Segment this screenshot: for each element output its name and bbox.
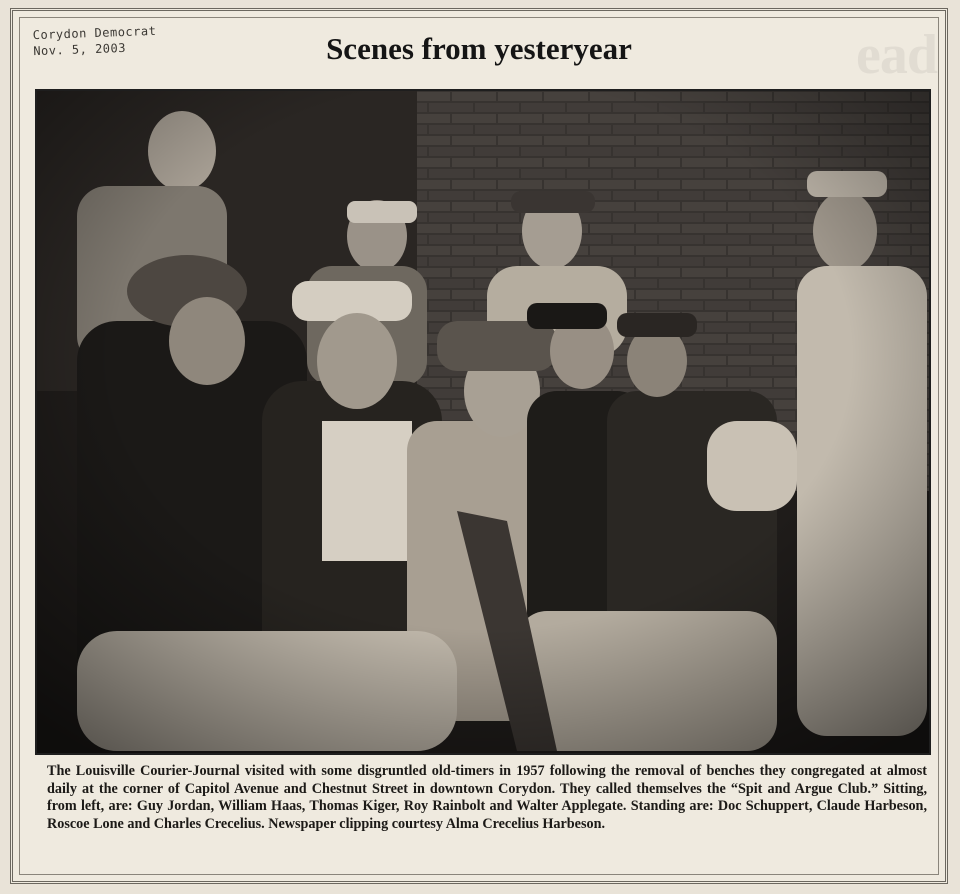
source-note-date: Nov. 5, 2003 [33, 40, 127, 59]
newspaper-clipping [10, 8, 948, 884]
headline: Scenes from yesteryear [326, 31, 632, 66]
photo-illustration [37, 91, 929, 753]
source-note-paper: Corydon Democrat [32, 23, 157, 43]
historic-photo [35, 89, 931, 755]
bleed-through-text: ead [856, 24, 937, 86]
photo-caption: The Louisville Courier-Journal visited with some disgruntled old-timers in 1957 following the removal of benches they congregated at almost daily at the corner of Capitol Avenue and Chestnut Street in downtown Corydon. They called themselves the “Spit and Argue Club.” Sitting, from left, are: Guy Jordan, William Haas, Thomas Kiger, Roy Rainbolt and Walter Applegate. Standing are: Doc Schuppert, Claude Harbeson, Roscoe Lone and Charles Crecelius. Newspaper clipping courtesy Alma Crecelius Harbeson. [47, 763, 927, 832]
